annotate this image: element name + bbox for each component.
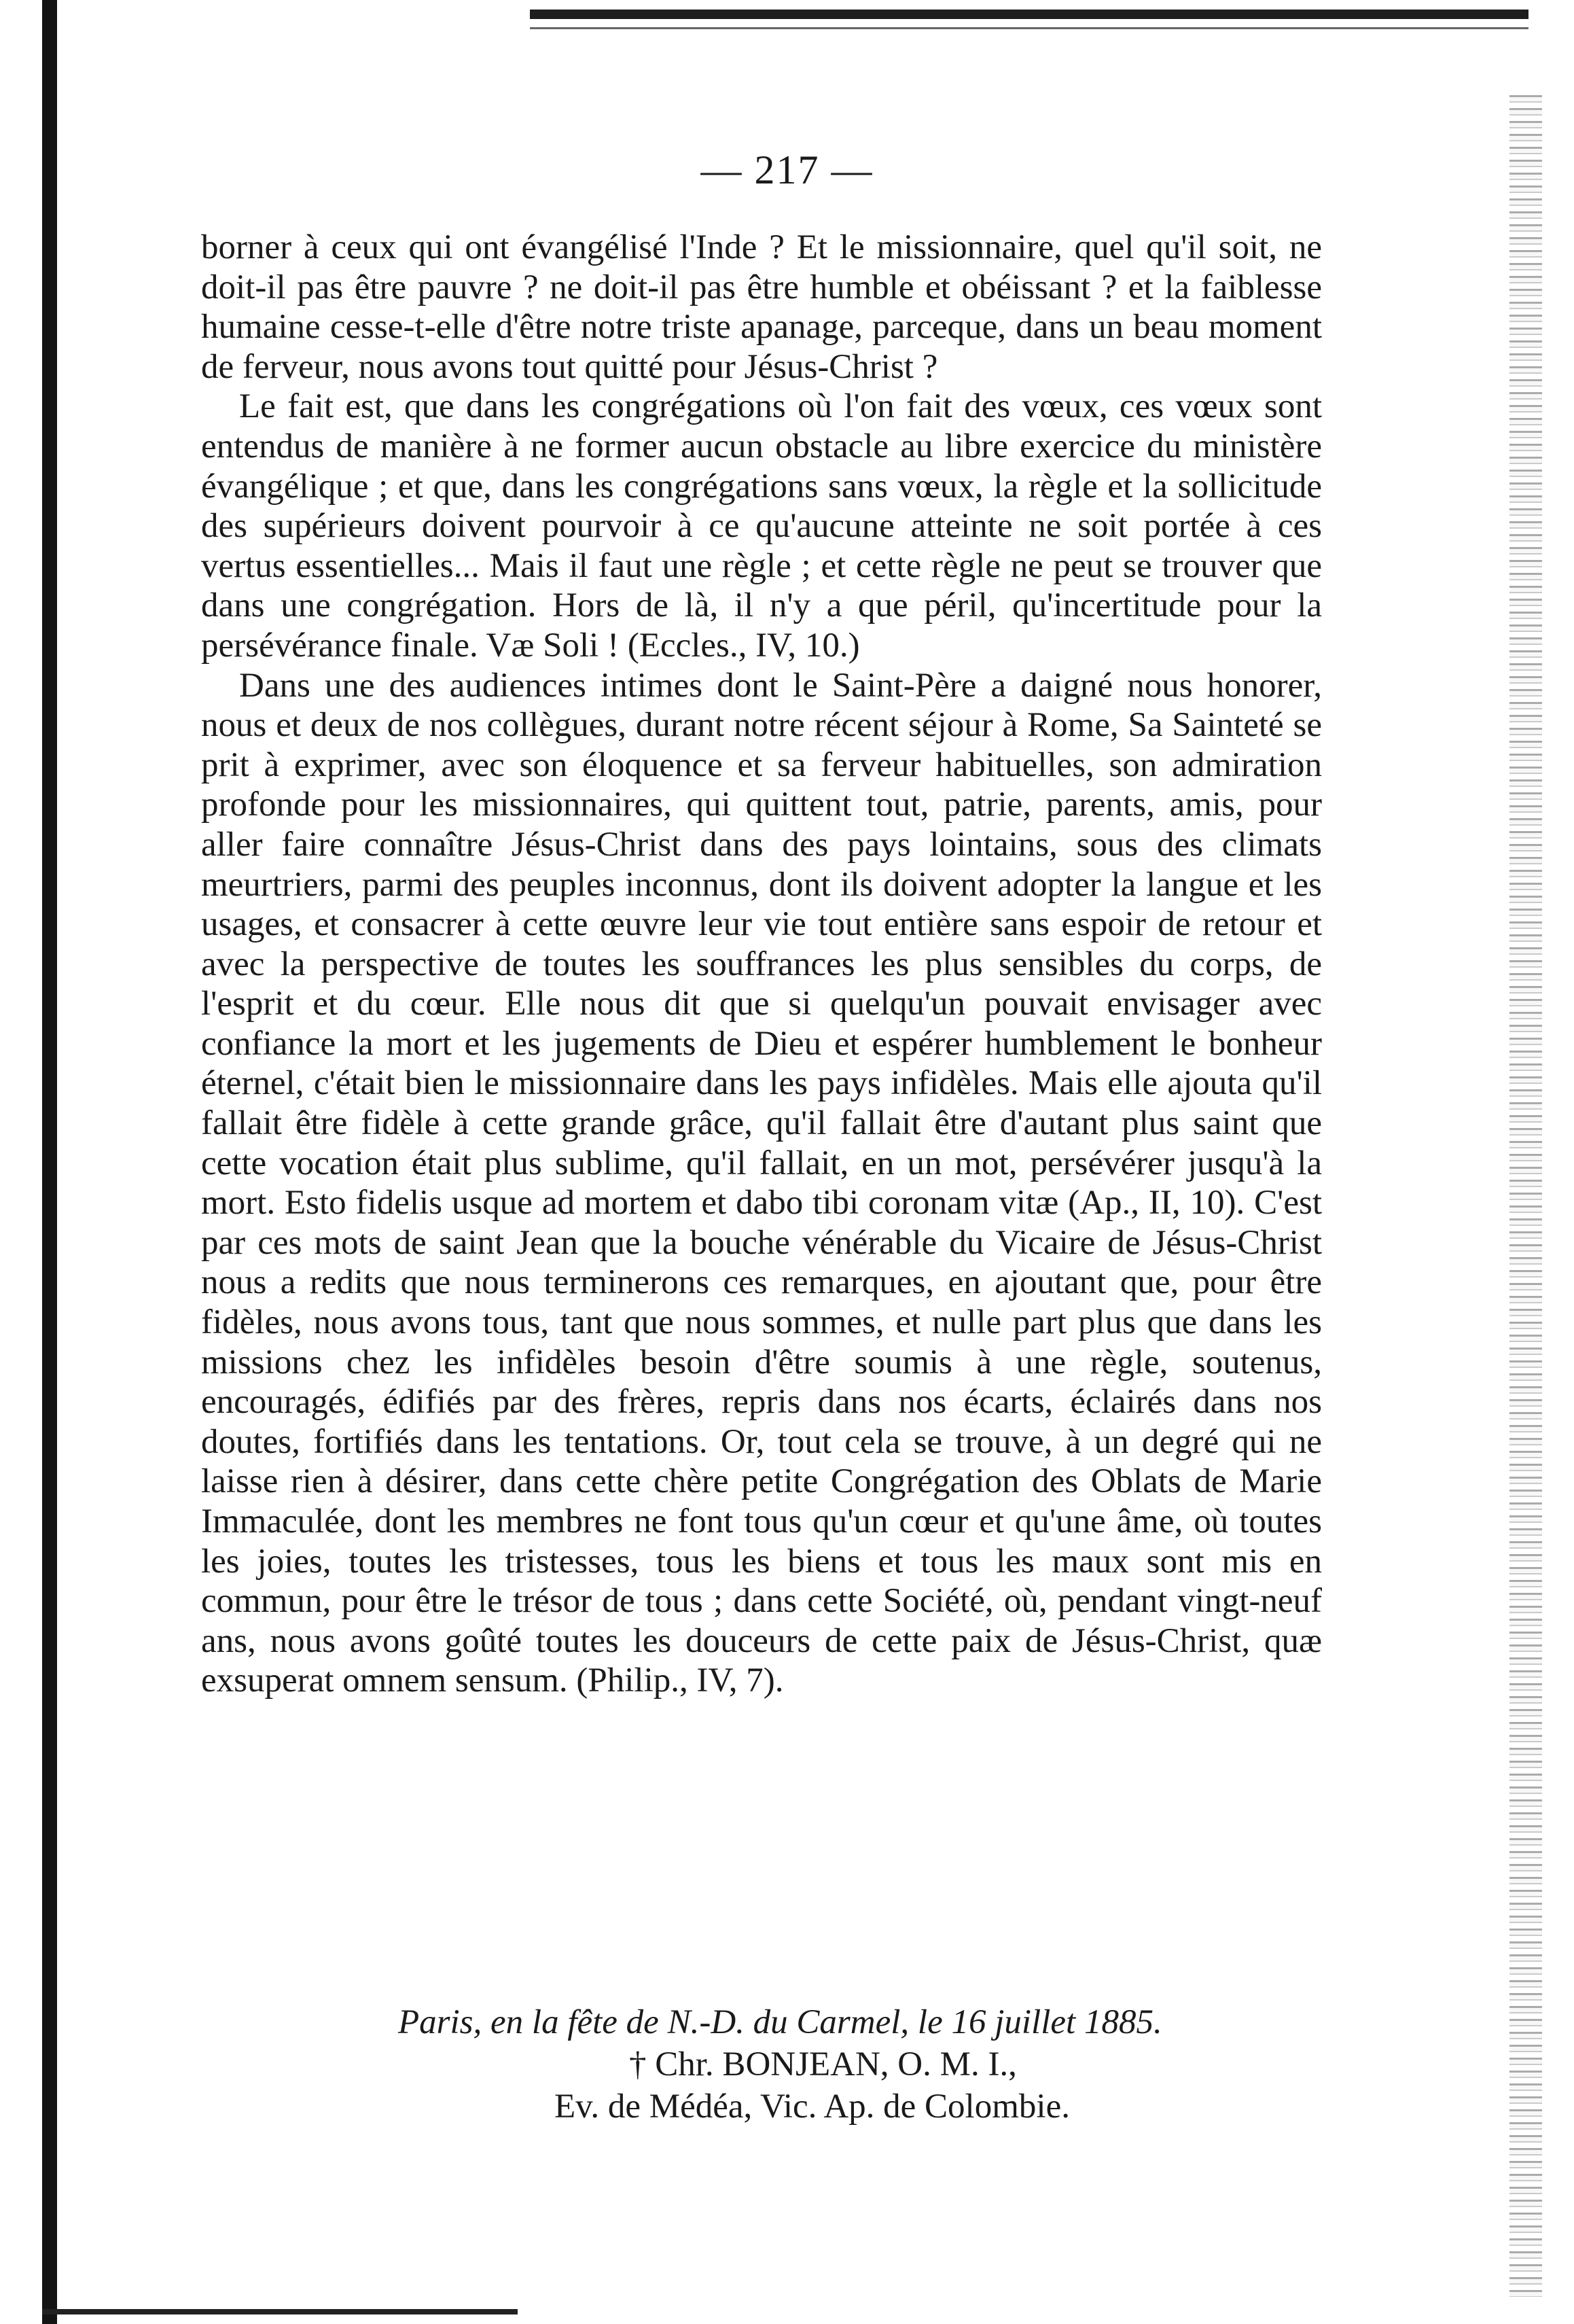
body-text (201, 228, 1322, 1701)
scan-edge-right-noise (1509, 95, 1542, 2297)
scan-edge-top (530, 10, 1528, 19)
signature-name: † Chr. BONJEAN, O. M. I., (629, 2045, 1017, 2083)
signature-block (201, 2001, 1322, 2128)
scan-edge-left (42, 0, 57, 2324)
paragraph: borner à ceux qui ont évangélisé l'Inde ? Et le missionnaire, quel qu'il soit, ne doit-il pas être pauvre ? ne doit-il pas être humble et obéissant ? et la faiblesse humaine cesse-t-elle d'être notre triste apanage, parceque, dans un beau moment de ferveur, nous avons tout quitté pour Jésus-Christ ? (201, 228, 1322, 386)
scan-edge-top-rule (530, 27, 1528, 29)
paragraph: Dans une des audiences intimes dont le Saint-Père a daigné nous honorer, nous et deux de nos collègues, durant notre récent séjour à Rome, Sa Sainteté se prit à exprimer, avec son éloquence et sa ferveur habituelles, son admiration profonde pour les missionnaires, qui quittent tout, patrie, parents, amis, pour aller faire connaître Jésus-Christ dans des pays lointains, sous des climats meurtriers, parmi des peuples inconnus, dont ils doivent adopter la langue et les usages, et consacrer à cette œuvre leur vie tout entière sans espoir de retour et avec la perspective de toutes les souffrances les plus sensibles du corps, de l'esprit et du cœur. Elle nous dit que si quelqu'un pouvait envisager avec confiance la mort et les jugements de Dieu et espérer humblement le bonheur éternel, c'était bien le missionnaire dans les pays infidèles. Mais elle ajouta qu'il fallait être fidèle à cette grande grâce, qu'il fallait être d'autant plus saint que cette vocation était plus sublime, qu'il fallait, en un mot, persévérer jusqu'à la mort. Esto fidelis usque ad mortem et dabo tibi coronam vitæ (Ap., II, 10). C'est par ces mots de saint Jean que la bouche vénérable du Vicaire de Jésus-Christ nous a redits que nous terminerons ces remarques, en ajoutant que, pour être fidèles, nous avons tous, tant que nous sommes, et nulle part plus que dans les missions chez les infidèles besoin d'être soumis à une règle, soutenus, encouragés, édifiés par des frères, repris dans nos écarts, éclairés dans nos doutes, fortifiés dans les tentations. Or, tout cela se trouve, à un degré qui ne laisse rien à désirer, dans cette chère petite Congrégation des Oblats de Marie Immaculée, dont les membres ne font tous qu'un cœur et qu'une âme, où toutes les joies, toutes les tristesses, tous les biens et tous les maux sont mis en commun, pour être le trésor de tous ; dans cette Société, où, pendant vingt-neuf ans, nous avons goûté toutes les douceurs de cette paix de Jésus-Christ, quæ exsuperat omnem sensum. (Philip., IV, 7). (201, 666, 1322, 1700)
scan-edge-bottom (42, 2309, 518, 2314)
paragraph: Le fait est, que dans les congrégations où l'on fait des vœux, ces vœux sont entendus de manière à ne former aucun obstacle au libre exercice du ministère évangélique ; et que, dans les congrégations sans vœux, la règle et la sollicitude des supérieurs doivent pourvoir à ce qu'aucune atteinte ne soit portée à ces vertus essentielles... Mais il faut une règle ; et cette règle ne peut se trouver que dans une congrégation. Hors de là, il n'y a que péril, qu'incertitude pour la persévérance finale. Væ Soli ! (Eccles., IV, 10.) (201, 387, 1322, 665)
signature-place-date: Paris, en la fête de N.-D. du Carmel, le 16 juillet 1885. (398, 2003, 1162, 2041)
signature-title: Ev. de Médéa, Vic. Ap. de Colombie. (554, 2088, 1070, 2126)
page-number: — 217 — (700, 147, 874, 192)
